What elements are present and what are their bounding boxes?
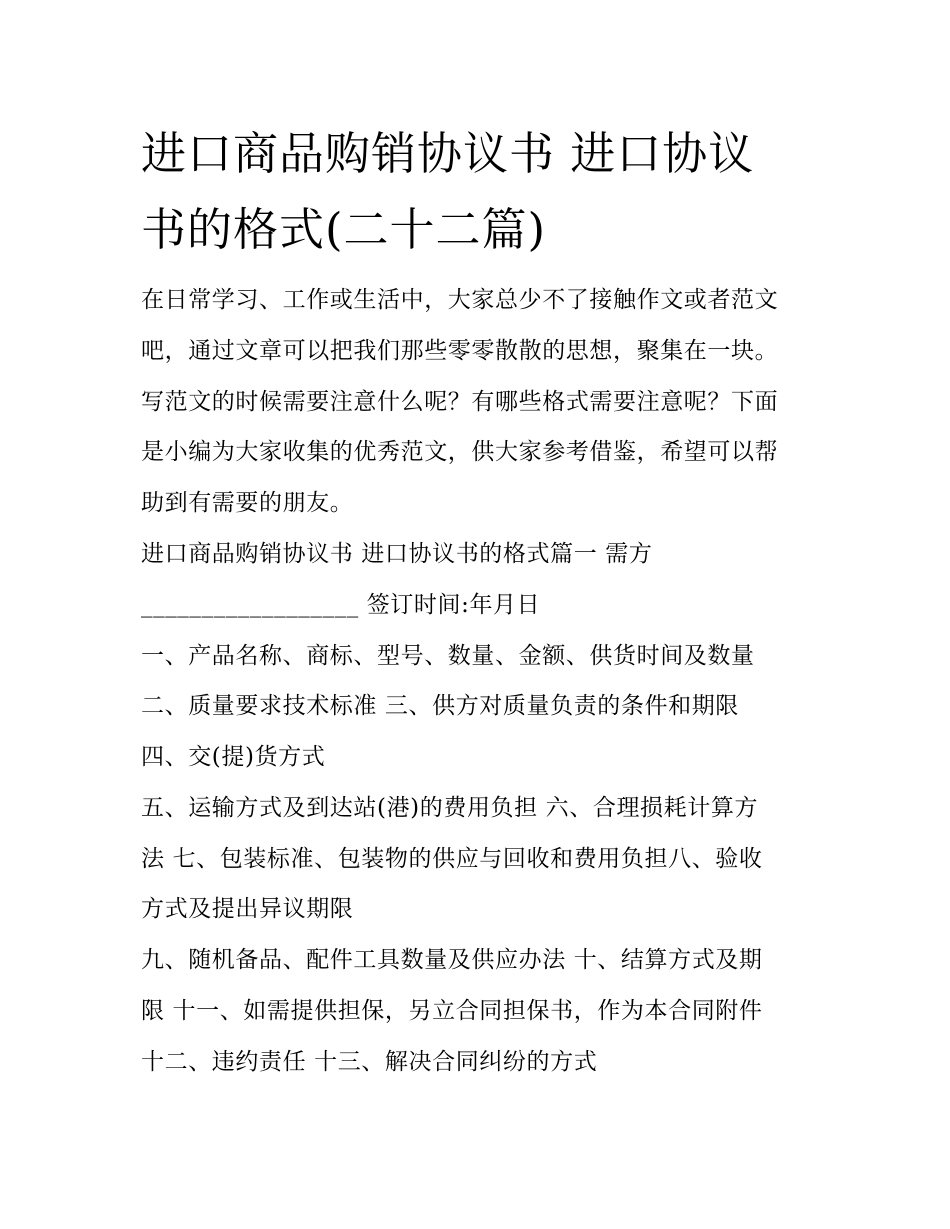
intro-line-4: 是小编为大家收集的优秀范文，供大家参考借鉴，希望可以帮: [141, 439, 779, 465]
clause-line-7: 九、随机备品、配件工具数量及供应办法 十、结算方式及期: [141, 947, 763, 973]
intro-line-1: 在日常学习、工作或生活中，大家总少不了接触作文或者范文: [141, 287, 779, 313]
document-title: [141, 116, 831, 268]
clause-line-3: 四、交(提)货方式: [141, 744, 326, 770]
intro-line-3: 写范文的时候需要注意什么呢？有哪些格式需要注意呢？下面: [141, 389, 779, 415]
signing-line: __________________ 签订时间:年月日: [141, 592, 541, 618]
clause-line-5: 法 七、包装标准、包装物的供应与回收和费用负担八、验收: [141, 846, 763, 872]
intro-line-2: 吧，通过文章可以把我们那些零零散散的思想，聚集在一块。: [141, 338, 779, 364]
section-heading: 进口商品购销协议书 进口协议书的格式篇一 需方: [141, 541, 653, 567]
clause-line-8: 限 十一、如需提供担保，另立合同担保书，作为本合同附件: [141, 998, 763, 1024]
title-line-1: 进口商品购销协议书 进口协议: [141, 127, 755, 180]
clause-line-2: 二、质量要求技术标准 三、供方对质量负责的条件和期限: [141, 693, 739, 719]
clause-line-9: 十二、违约责任 十三、解决合同纠纷的方式: [141, 1049, 598, 1075]
clause-line-1: 一、产品名称、商标、型号、数量、金额、供货时间及数量: [141, 643, 755, 669]
intro-line-5: 助到有需要的朋友。: [141, 490, 354, 516]
clause-line-6: 方式及提出异议期限: [141, 896, 354, 922]
title-line-2: 书的格式(二十二篇): [141, 203, 547, 256]
clause-line-4: 五、运输方式及到达站(港)的费用负担 六、合理损耗计算方: [141, 795, 759, 821]
